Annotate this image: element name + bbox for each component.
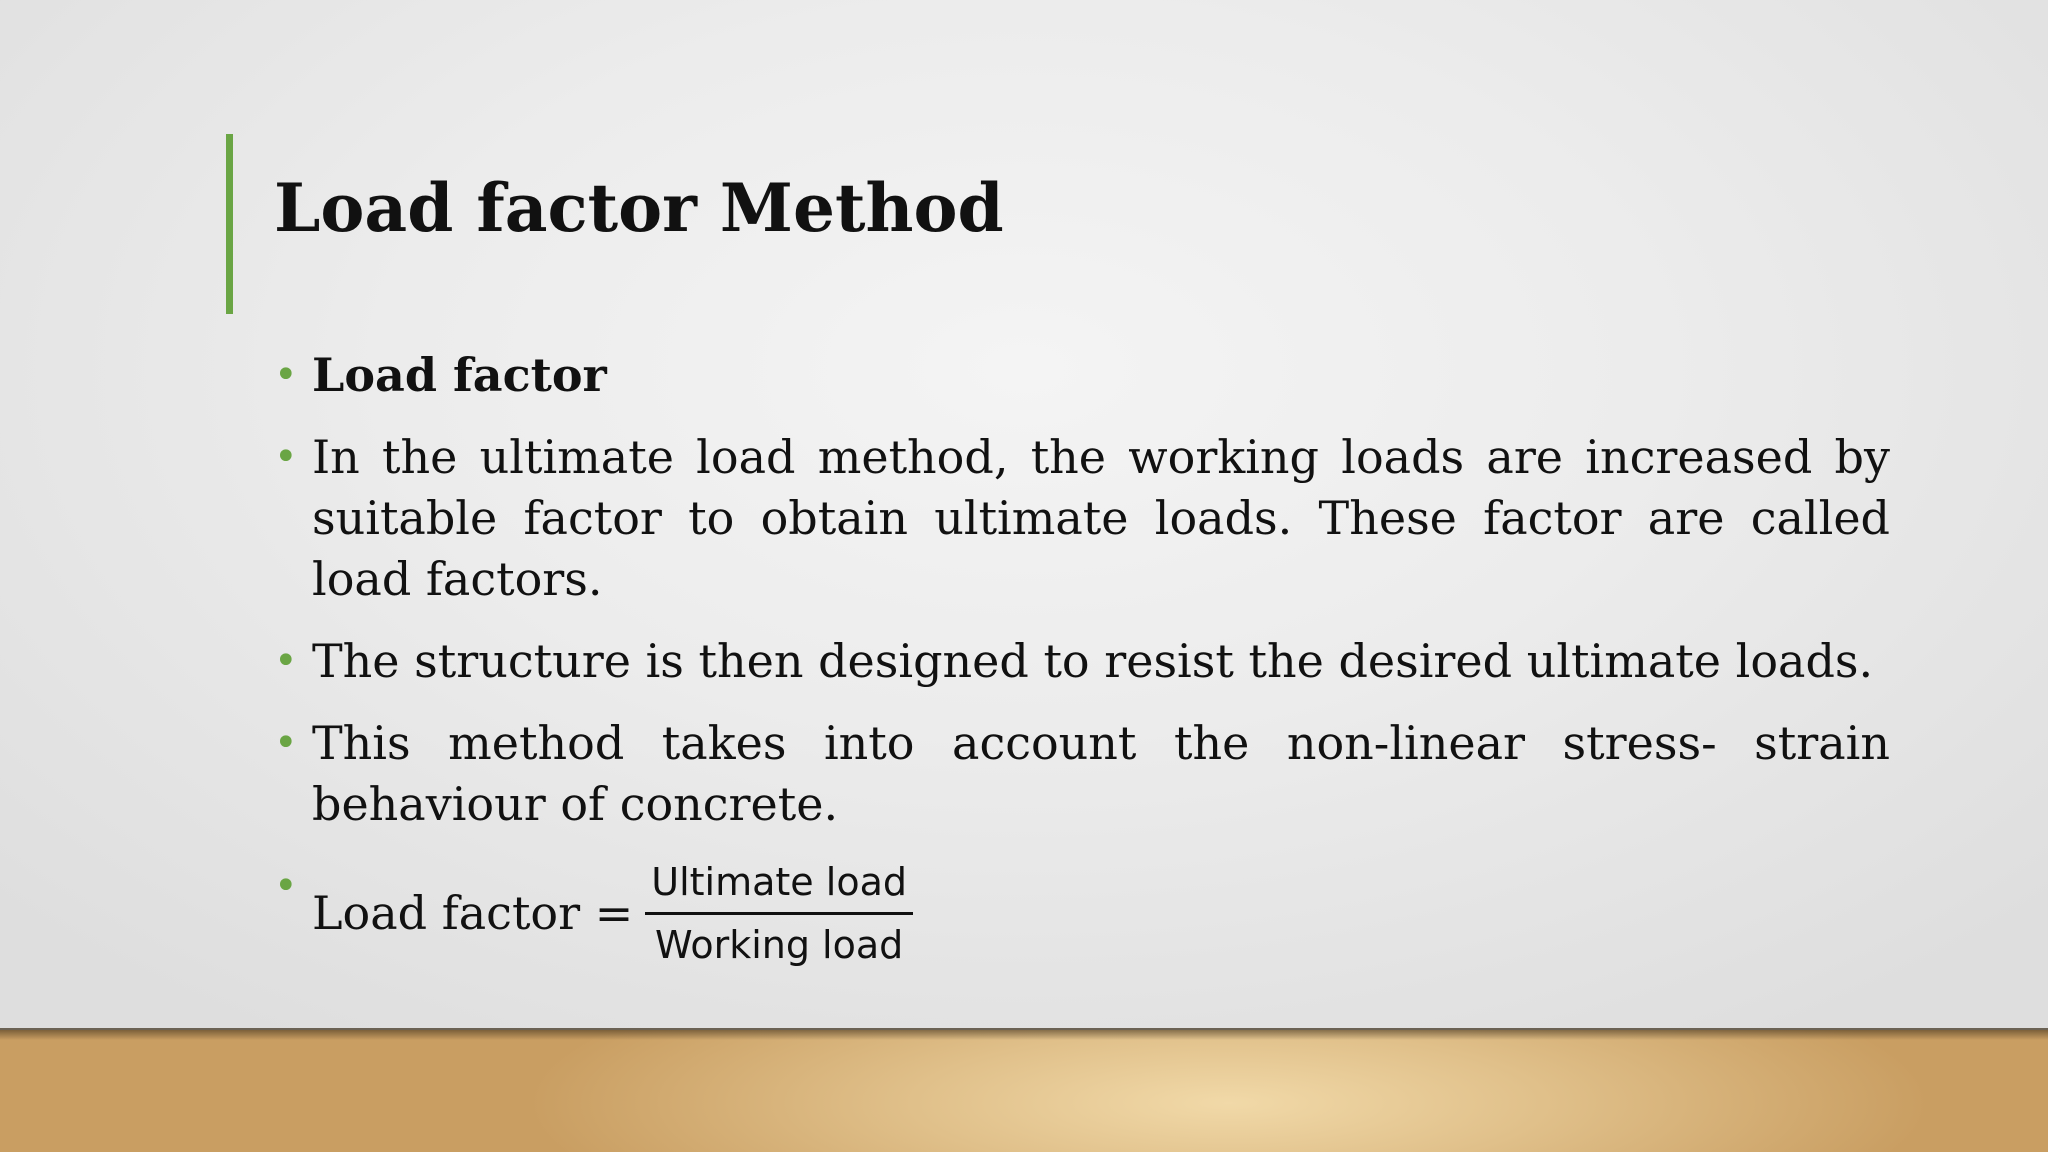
bullet-text: In the ultimate load method, the working loads are increased by suitable factor to obtain ultimate loads. These factor are called load factors.: [312, 430, 1890, 606]
bullet-dot-icon: •: [274, 863, 298, 909]
bullet-dot-icon: •: [274, 720, 298, 766]
bullet-dot-icon: •: [274, 434, 298, 480]
bullet-text: Load factor: [312, 348, 607, 402]
bullet-list: [274, 345, 1890, 992]
wood-floor-background: [0, 1030, 2048, 1152]
bullet-dot-icon: •: [274, 352, 298, 398]
bullet-text: The structure is then designed to resist the desired ultimate loads.: [312, 634, 1874, 688]
bullet-text: This method takes into account the non-linear stress- strain behaviour of concrete.: [312, 716, 1890, 831]
bullet-item-structure-design: [274, 631, 1890, 692]
formula-numerator: Ultimate load: [645, 856, 913, 915]
formula-denominator: Working load: [654, 923, 904, 967]
load-factor-formula: [312, 856, 1890, 971]
slide-title: Load factor Method: [274, 169, 1004, 247]
bullet-item-nonlinear-behaviour: [274, 713, 1890, 835]
bullet-item-load-factor: [274, 345, 1890, 406]
formula-lhs: Load factor =: [312, 886, 634, 940]
bullet-dot-icon: •: [274, 638, 298, 684]
formula-fraction: [645, 856, 913, 971]
title-accent-bar: [226, 134, 233, 314]
bullet-item-formula: [274, 856, 1890, 971]
bullet-item-ultimate-load-method: [274, 427, 1890, 610]
